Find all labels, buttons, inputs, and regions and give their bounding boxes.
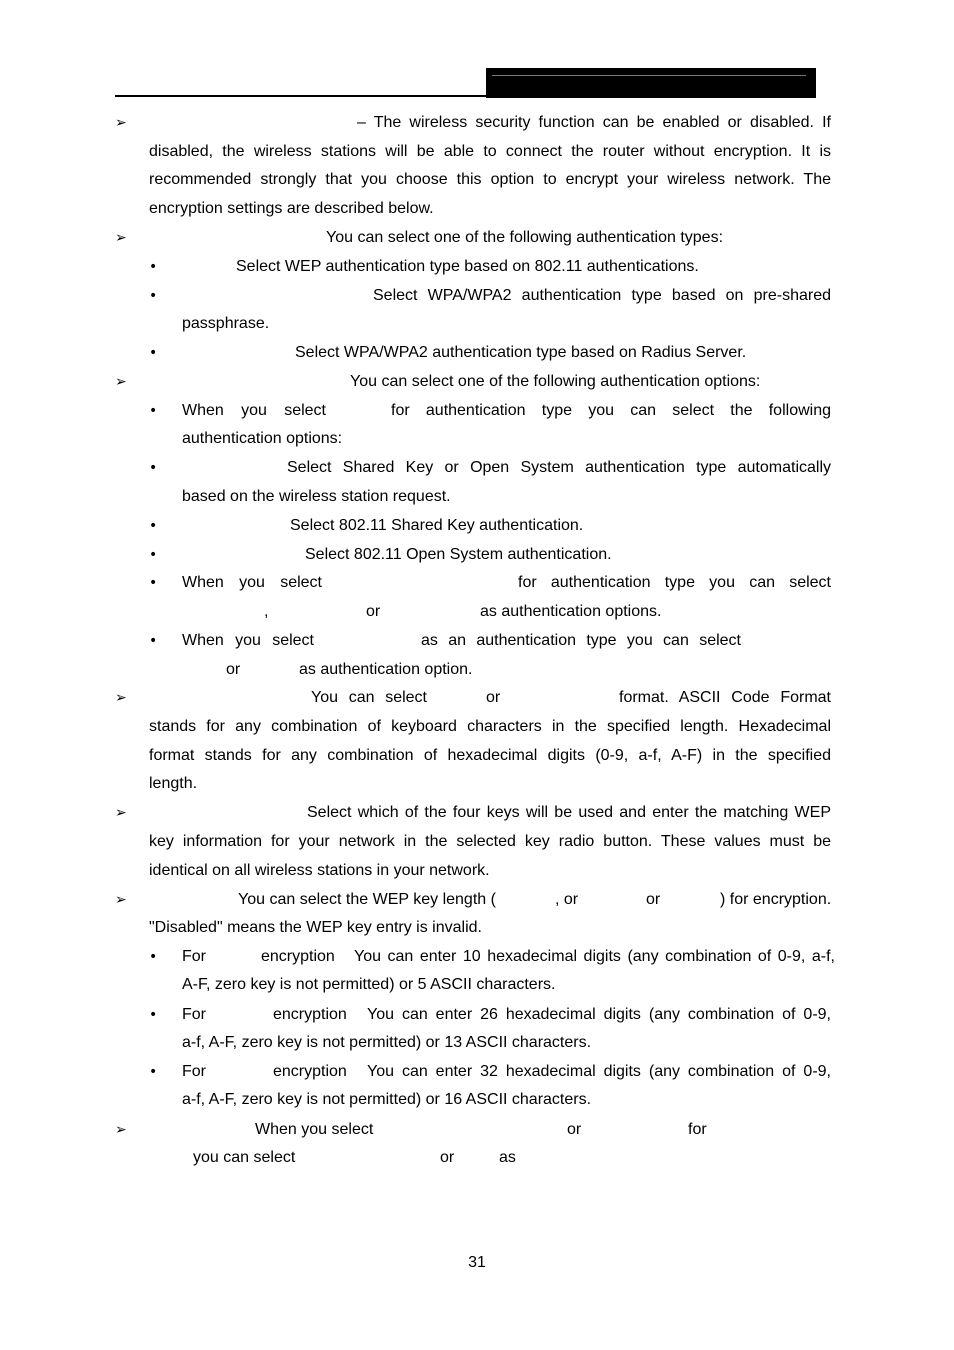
list-item-text: a-f, A-F, zero key is not permitted) or 16 ASCII characters.: [182, 1091, 592, 1108]
paragraph-line: format. ASCII Code Format: [619, 689, 831, 706]
list-item-text: for authentication type you can select the following: [391, 402, 831, 419]
arrow-bullet: ➢: [115, 1122, 127, 1138]
list-item-text: Select WEP authentication type based on 802.11 authentications.: [236, 258, 699, 275]
list-item-text: encryption: [273, 1063, 347, 1080]
paragraph-line: You can select: [311, 689, 427, 706]
paragraph-line: or: [567, 1121, 582, 1138]
paragraph-line: format stands for any combination of hexadecimal digits (0-9, a-f, A-F) in the specified: [149, 747, 831, 764]
list-bullet: •: [149, 633, 158, 649]
list-item-text: as authentication option.: [299, 661, 473, 678]
paragraph-line: or: [440, 1149, 455, 1166]
list-bullet: •: [149, 403, 158, 419]
paragraph-line: ) for encryption.: [720, 891, 832, 908]
list-item-text: When you select: [182, 632, 314, 649]
list-item-text: For: [182, 1063, 206, 1080]
arrow-bullet: ➢: [115, 115, 127, 131]
paragraph-line: You can select one of the following authentication types:: [326, 229, 724, 246]
list-bullet: •: [149, 259, 158, 275]
list-item-text: You can enter 32 hexadecimal digits (any combination of 0-9,: [367, 1063, 831, 1080]
list-bullet: •: [149, 1064, 158, 1080]
list-item-text: You can enter 26 hexadecimal digits (any combination of 0-9,: [367, 1006, 831, 1023]
arrow-bullet: ➢: [115, 230, 127, 246]
list-item-text: encryption: [273, 1006, 347, 1023]
paragraph-line: you can select: [193, 1149, 296, 1166]
list-item-text: encryption: [261, 948, 335, 965]
list-item-text: Select WPA/WPA2 authentication type based on pre-shared: [373, 287, 831, 304]
list-item-text: ,: [264, 603, 269, 620]
list-bullet: •: [149, 345, 158, 361]
list-item-text: Select 802.11 Open System authentication.: [305, 546, 612, 563]
list-bullet: •: [149, 288, 158, 304]
list-item-text: Select Shared Key or Open System authentication type automatically: [287, 459, 831, 476]
paragraph-line: identical on all wireless stations in your network.: [149, 862, 490, 879]
list-bullet: •: [149, 949, 158, 965]
list-item-text: or: [226, 661, 241, 678]
list-item-text: Select WPA/WPA2 authentication type based on Radius Server.: [295, 344, 747, 361]
list-item-text: A-F, zero key is not permitted) or 5 ASCII characters.: [182, 976, 556, 993]
list-item-text: When you select: [182, 402, 326, 419]
list-bullet: •: [149, 1007, 158, 1023]
list-item-text: or: [366, 603, 381, 620]
arrow-bullet: ➢: [115, 892, 127, 908]
list-item-text: Select 802.11 Shared Key authentication.: [290, 517, 584, 534]
list-item-text: You can enter 10 hexadecimal digits (any combination of 0-9, a-f,: [354, 948, 835, 965]
list-item-text: a-f, A-F, zero key is not permitted) or 13 ASCII characters.: [182, 1034, 592, 1051]
list-bullet: •: [149, 518, 158, 534]
list-item-text: based on the wireless station request.: [182, 488, 451, 505]
paragraph-line: stands for any combination of keyboard characters in the specified length. Hexadecimal: [149, 718, 831, 735]
paragraph-line: length.: [149, 775, 198, 792]
paragraph-line: When you select: [255, 1121, 374, 1138]
arrow-bullet: ➢: [115, 690, 127, 706]
list-item-text: passphrase.: [182, 315, 270, 332]
page-number: 31: [468, 1254, 486, 1271]
list-bullet: •: [149, 575, 158, 591]
paragraph-line: or: [646, 891, 661, 908]
list-item-text: as authentication options.: [480, 603, 662, 620]
list-item-text: authentication options:: [182, 430, 343, 447]
paragraph-line: , or: [555, 891, 579, 908]
list-item-text: For: [182, 1006, 206, 1023]
list-bullet: •: [149, 547, 158, 563]
paragraph-line: disabled, the wireless stations will be able to connect the router without encryption. It is: [149, 143, 831, 160]
paragraph-line: or: [486, 689, 501, 706]
paragraph-line: "Disabled" means the WEP key entry is invalid.: [149, 919, 482, 936]
paragraph-line: for: [688, 1121, 707, 1138]
paragraph-line: key information for your network in the selected key radio button. These values must be: [149, 833, 831, 850]
header-rule: [115, 95, 486, 97]
paragraph-line: encryption settings are described below.: [149, 200, 434, 217]
list-item-text: For: [182, 948, 206, 965]
paragraph-line: – The wireless security function can be enabled or disabled. If: [357, 114, 831, 131]
list-item-text: as an authentication type you can select: [421, 632, 741, 649]
list-item-text: When you select: [182, 574, 322, 591]
paragraph-line: You can select the WEP key length (: [238, 891, 496, 908]
list-item-text: for authentication type you can select: [518, 574, 831, 591]
paragraph-line: You can select one of the following authentication options:: [350, 373, 761, 390]
arrow-bullet: ➢: [115, 374, 127, 390]
arrow-bullet: ➢: [115, 805, 127, 821]
paragraph-line: Select which of the four keys will be used and enter the matching WEP: [307, 804, 831, 821]
header-bar: [486, 68, 816, 98]
paragraph-line: recommended strongly that you choose this option to encrypt your wireless network. The: [149, 171, 831, 188]
paragraph-line: as: [499, 1149, 516, 1166]
list-bullet: •: [149, 460, 158, 476]
